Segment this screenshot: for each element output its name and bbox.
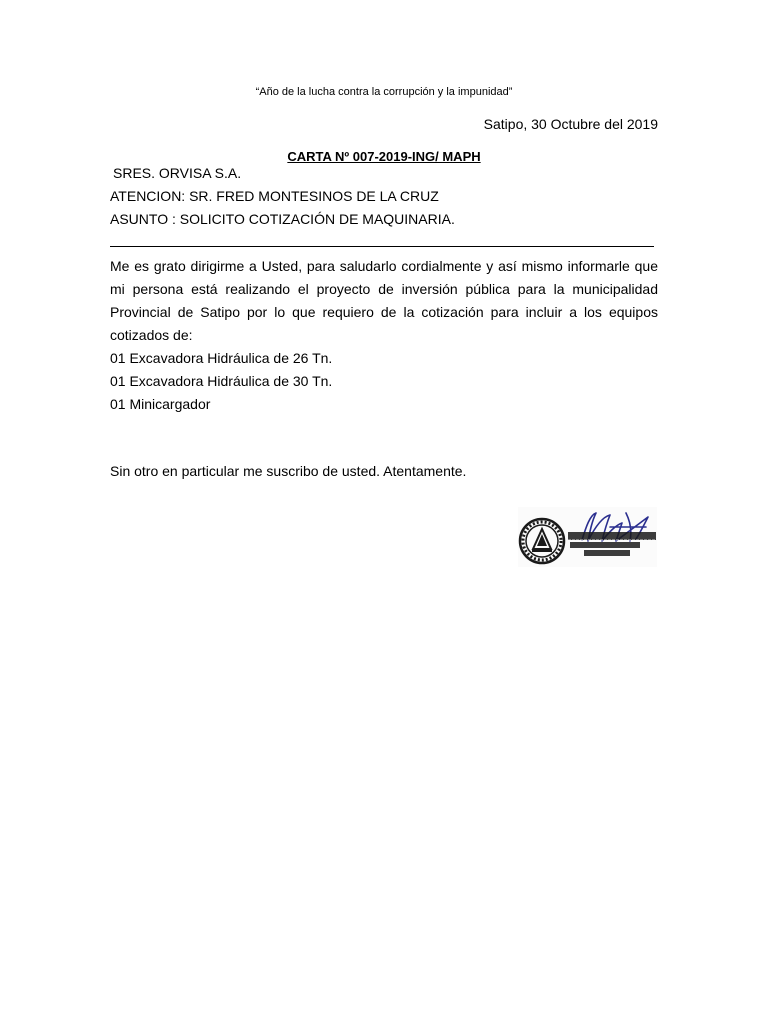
year-motto: “Año de la lucha contra la corrupción y la impunidad” bbox=[255, 86, 513, 98]
list-item: 01 Minicargador bbox=[110, 396, 211, 412]
closing-line: Sin otro en particular me suscribo de usted. Atentamente. bbox=[110, 463, 467, 479]
recipient-line: SRES. ORVISA S.A. bbox=[113, 165, 242, 181]
header-divider bbox=[110, 246, 654, 247]
list-item: 01 Excavadora Hidráulica de 26 Tn. bbox=[110, 350, 333, 366]
attention-line: ATENCION: SR. FRED MONTESINOS DE LA CRUZ bbox=[110, 188, 439, 204]
engineer-seal-icon bbox=[520, 519, 564, 563]
letter-date: Satipo, 30 Octubre del 2019 bbox=[483, 116, 658, 132]
subject-line: ASUNTO : SOLICITO COTIZACIÓN DE MAQUINARIA. bbox=[110, 211, 455, 227]
list-item: 01 Excavadora Hidráulica de 30 Tn. bbox=[110, 373, 333, 389]
equipment-list bbox=[110, 347, 332, 416]
body-paragraph: Me es grato dirigirme a Usted, para saludarlo cordialmente y así mismo informarle que mi persona está realizando el proyecto de inversión pública para la municipalidad Provincial de Satipo por lo que requiero de la cotización para incluir a los equipos cotizados de: bbox=[110, 258, 658, 343]
letter-title: CARTA Nº 007-2019-ING/ MAPH bbox=[287, 149, 481, 164]
signature-stamp bbox=[518, 507, 657, 567]
